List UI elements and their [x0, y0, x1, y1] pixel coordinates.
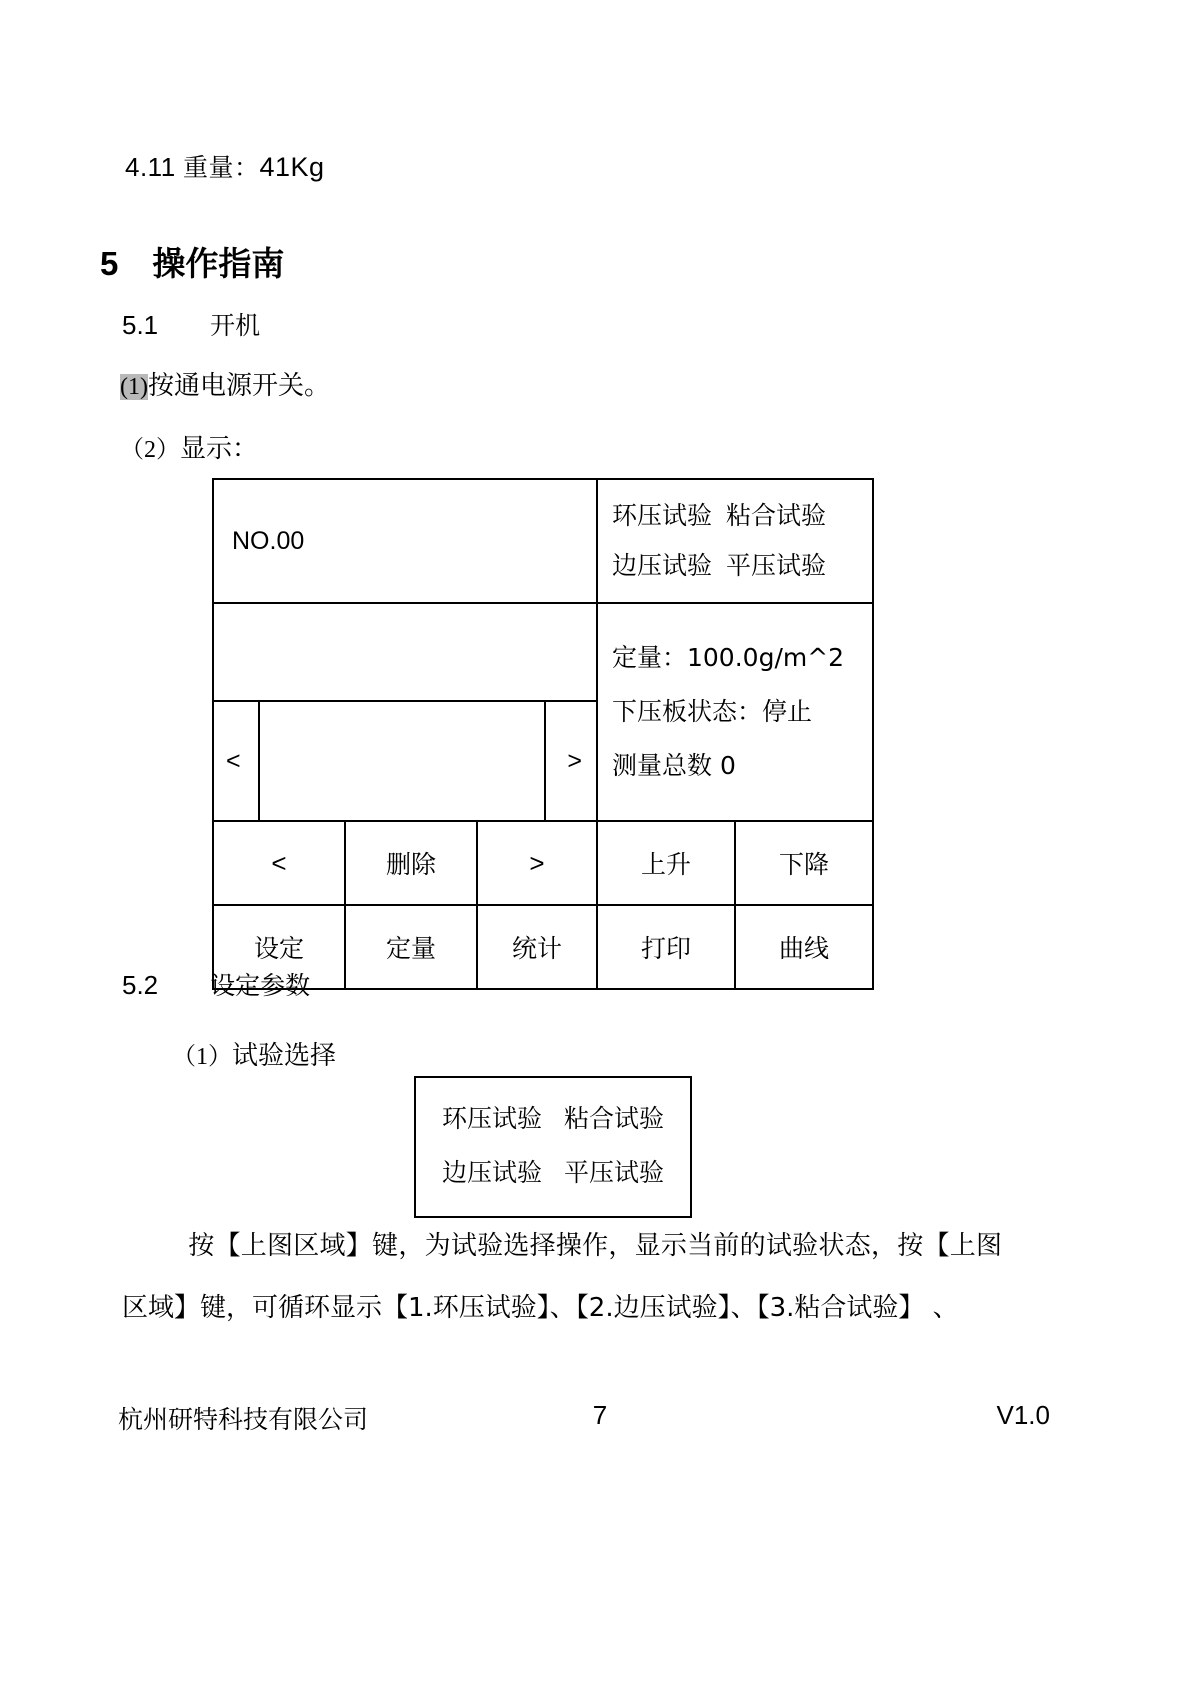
button-next[interactable]: > — [477, 821, 597, 905]
step-2-text: 显示： — [180, 434, 259, 464]
test-select-flat-crush: 平压试验 — [564, 1158, 665, 1187]
footer-company: 杭州研特科技有限公司 — [118, 1405, 369, 1434]
display-test-modes — [597, 479, 873, 603]
test-mode-3: 边压试验 — [612, 551, 713, 580]
display-nav-right[interactable]: > — [545, 701, 597, 821]
heading-section-5-number: 5 — [100, 245, 119, 282]
test-mode-4: 平压试验 — [726, 551, 827, 580]
test-select-ring-crush: 环压试验 — [441, 1104, 542, 1133]
button-print[interactable]: 打印 — [597, 905, 735, 989]
paragraph-text: 按【上图区域】键，为试验选择操作，显示当前的试验状态，按【上图区域】键，可循环显示【1.环压试验】、【2.边压试验】、【3.粘合试验】 、 — [122, 1231, 1002, 1323]
heading-section-5-title: 操作指南 — [152, 244, 285, 283]
footer-version: V1.0 — [996, 1400, 1050, 1430]
button-delete[interactable]: 删除 — [345, 821, 477, 905]
section-5-2 — [122, 966, 310, 1002]
button-up[interactable]: 上升 — [597, 821, 735, 905]
display-no-label: NO.00 — [213, 479, 597, 603]
section-5-2-number: 5.2 — [122, 970, 159, 1000]
page-footer — [0, 1400, 1200, 1440]
item-test-selection-text: 试验选择 — [232, 1041, 337, 1071]
display-parameters — [597, 603, 873, 821]
test-select-edge-crush: 边压试验 — [441, 1158, 542, 1187]
button-down[interactable]: 下降 — [735, 821, 873, 905]
section-5-1-label: 开机 — [210, 311, 261, 340]
section-4-11-label: 重量： — [182, 153, 260, 182]
test-mode-2: 粘合试验 — [726, 501, 827, 530]
section-4-11-number: 4.11 — [125, 152, 176, 182]
section-5-1 — [122, 306, 260, 342]
step-2 — [120, 428, 258, 465]
display-blank-area-top — [213, 603, 597, 701]
test-select-bond: 粘合试验 — [564, 1104, 665, 1133]
section-4-11 — [125, 148, 325, 184]
param-plate-status: 下压板状态：停止 — [612, 697, 813, 726]
step-2-marker: （2） — [120, 437, 180, 463]
display-nav-left[interactable]: < — [213, 701, 259, 821]
test-mode-1: 环压试验 — [612, 501, 713, 530]
button-settings[interactable]: 设定 — [213, 905, 345, 989]
item-test-selection — [172, 1035, 336, 1072]
section-5-2-label: 设定参数 — [210, 971, 311, 1000]
section-4-11-value: 41Kg — [259, 152, 325, 182]
section-5-1-number: 5.1 — [122, 310, 159, 340]
test-select-row-1 — [416, 1092, 690, 1146]
param-quantity: 定量：100.0g/m^2 — [612, 643, 845, 672]
button-curve[interactable]: 曲线 — [735, 905, 873, 989]
button-statistics[interactable]: 统计 — [477, 905, 597, 989]
heading-section-5 — [100, 238, 284, 285]
footer-page-number: 7 — [592, 1400, 608, 1430]
paragraph-test-selection — [122, 1215, 1002, 1339]
item-test-selection-marker: （1） — [172, 1044, 232, 1070]
test-select-row-2 — [416, 1146, 690, 1200]
display-panel-diagram — [212, 478, 874, 990]
step-1 — [120, 365, 330, 402]
button-quantity[interactable]: 定量 — [345, 905, 477, 989]
step-1-marker: (1) — [120, 374, 148, 400]
param-total-count: 测量总数 0 — [612, 751, 736, 780]
test-select-box — [414, 1076, 692, 1218]
step-1-text: 按通电源开关。 — [147, 371, 330, 401]
display-blank-area-middle — [259, 701, 545, 821]
button-prev[interactable]: < — [213, 821, 345, 905]
